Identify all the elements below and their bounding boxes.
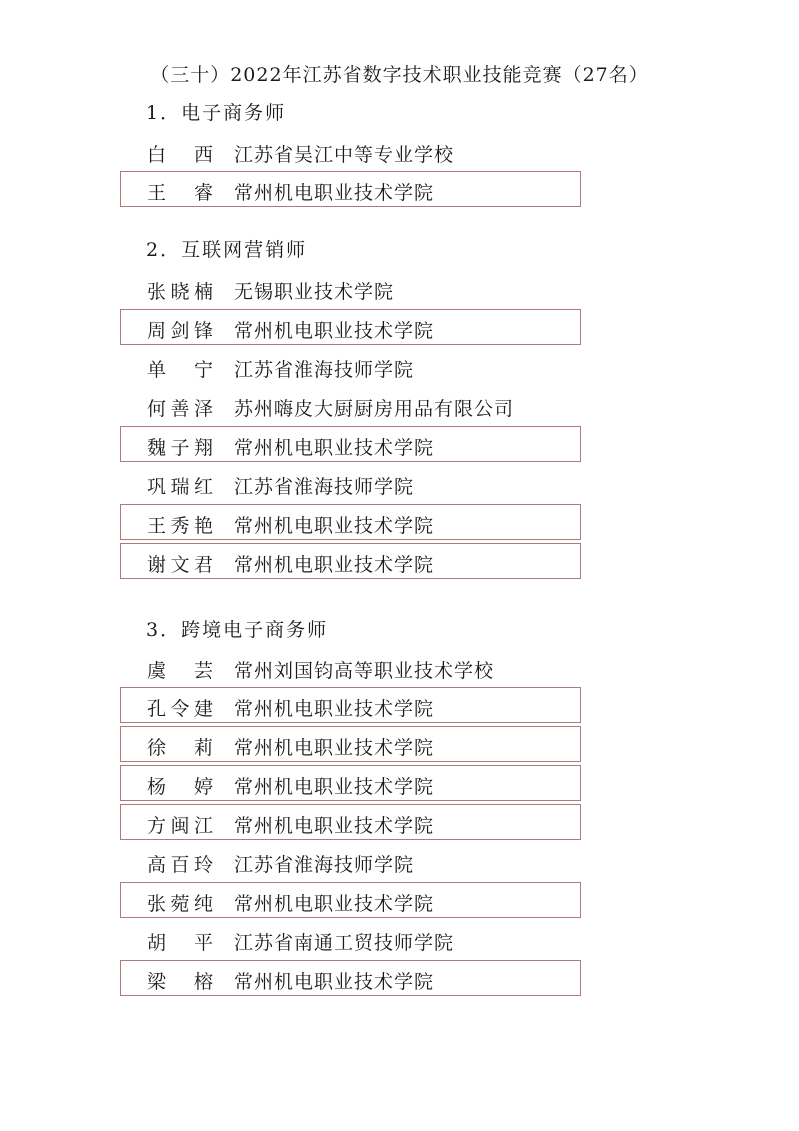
entry-org: 常州机电职业技术学院 <box>234 515 435 537</box>
entry-org: 江苏省淮海技师学院 <box>234 854 415 876</box>
section-heading-1: 1．电子商务师 <box>146 102 287 124</box>
entry-name: 杨婷 <box>147 776 213 798</box>
entry-name: 魏子翔 <box>147 437 213 459</box>
entry-org: 常州机电职业技术学院 <box>234 554 435 576</box>
entry-org: 江苏省淮海技师学院 <box>234 359 415 381</box>
entry-row <box>120 133 581 169</box>
entry-row <box>120 649 581 685</box>
entry-org: 江苏省南通工贸技师学院 <box>234 932 455 954</box>
entry-org: 江苏省淮海技师学院 <box>234 476 415 498</box>
page-title: （三十）2022年江苏省数字技术职业技能竞赛（27名） <box>150 64 649 86</box>
entry-name: 单宁 <box>147 359 213 381</box>
entry-name: 张菀纯 <box>147 893 213 915</box>
entry-row <box>120 960 581 996</box>
entry-name: 白西 <box>147 144 213 166</box>
entry-row <box>120 843 581 879</box>
entry-row <box>120 882 581 918</box>
entry-org: 常州机电职业技术学院 <box>234 815 435 837</box>
entry-org: 常州机电职业技术学院 <box>234 698 435 720</box>
entry-name: 张晓楠 <box>147 281 213 303</box>
entry-row <box>120 687 581 723</box>
entry-row <box>120 387 581 423</box>
entry-row <box>120 171 581 207</box>
section-heading-2: 2．互联网营销师 <box>146 239 308 261</box>
entry-name: 高百玲 <box>147 854 213 876</box>
entry-org: 常州机电职业技术学院 <box>234 182 435 204</box>
entry-org: 常州机电职业技术学院 <box>234 776 435 798</box>
entry-row <box>120 270 581 306</box>
entry-org: 常州机电职业技术学院 <box>234 320 435 342</box>
entry-name: 巩瑞红 <box>147 476 213 498</box>
entry-name: 孔令建 <box>147 698 213 720</box>
entry-name: 王睿 <box>147 182 213 204</box>
entry-row <box>120 504 581 540</box>
entry-org: 常州机电职业技术学院 <box>234 437 435 459</box>
entry-row <box>120 921 581 957</box>
section-heading-3: 3．跨境电子商务师 <box>146 619 329 641</box>
entry-row <box>120 309 581 345</box>
entry-name: 周剑锋 <box>147 320 213 342</box>
entry-org: 常州机电职业技术学院 <box>234 893 435 915</box>
entry-org: 常州刘国钧高等职业技术学校 <box>234 660 495 682</box>
entry-row <box>120 426 581 462</box>
entry-org: 江苏省吴江中等专业学校 <box>234 144 455 166</box>
entry-name: 王秀艳 <box>147 515 213 537</box>
entry-row <box>120 804 581 840</box>
entry-row <box>120 543 581 579</box>
entry-org: 无锡职业技术学院 <box>234 281 395 303</box>
entry-row <box>120 348 581 384</box>
entry-name: 何善泽 <box>147 398 213 420</box>
entry-name: 方闽江 <box>147 815 213 837</box>
entry-name: 徐莉 <box>147 737 213 759</box>
entry-org: 常州机电职业技术学院 <box>234 737 435 759</box>
entry-org: 常州机电职业技术学院 <box>234 971 435 993</box>
entry-name: 梁榕 <box>147 971 213 993</box>
entry-row <box>120 765 581 801</box>
entry-row <box>120 465 581 501</box>
entry-row <box>120 726 581 762</box>
entry-org: 苏州嗨皮大厨厨房用品有限公司 <box>234 398 515 420</box>
entry-name: 谢文君 <box>147 554 213 576</box>
entry-name: 胡平 <box>147 932 213 954</box>
entry-name: 虞芸 <box>147 660 213 682</box>
